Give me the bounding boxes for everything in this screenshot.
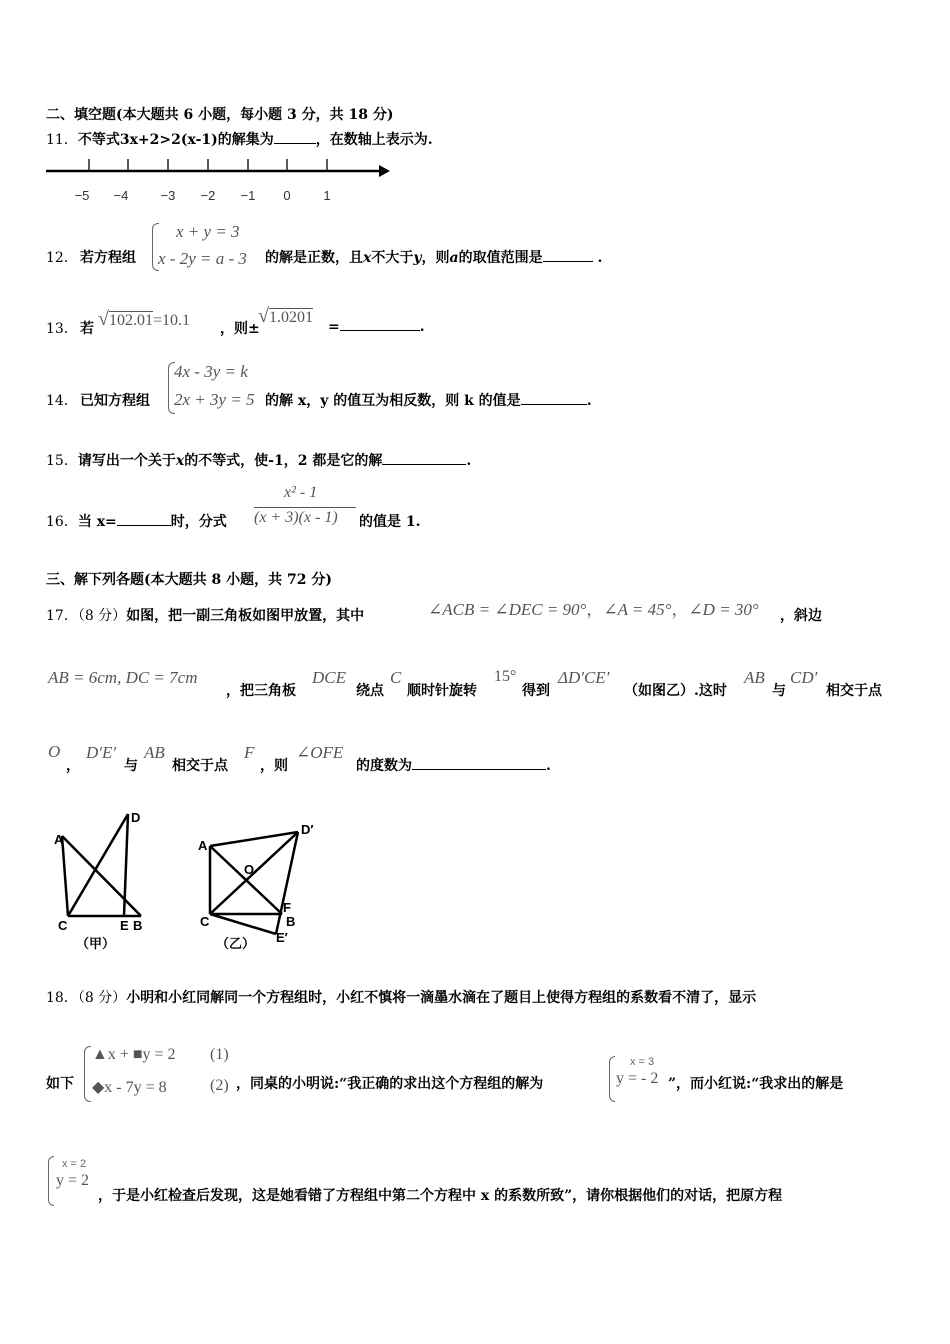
sqrt-sign: √	[258, 305, 269, 327]
q12-eq2: x - 2y = a - 3	[158, 249, 247, 268]
q18-sol1-y: y = - 2	[616, 1070, 659, 1087]
q12-t4: 的取值范围是	[458, 250, 543, 266]
tick-label: 1	[323, 188, 331, 203]
q14-blank[interactable]	[521, 392, 587, 405]
q13-number: 13．	[46, 321, 78, 337]
question-15	[46, 450, 471, 470]
q14-prefix: 已知方程组	[80, 393, 150, 409]
q12-end: .	[597, 250, 603, 266]
q17-t6: 得到	[522, 683, 550, 699]
q18-line-1	[46, 987, 756, 1007]
q12-y: y	[413, 250, 422, 266]
question-12-text	[265, 247, 602, 267]
label-c: C	[200, 914, 210, 929]
q11-prefix: 不等式	[77, 132, 120, 148]
q15-end: .	[466, 453, 472, 469]
q17-sep1: ，	[586, 600, 604, 619]
number-line-arrow	[379, 165, 390, 177]
q17-ab3: AB	[144, 743, 165, 762]
q16-t2: 时，分式	[170, 514, 227, 530]
label-f: F	[283, 900, 291, 915]
q13-sqrt-1	[98, 308, 190, 331]
q17-t13: ，则	[260, 758, 288, 774]
q18-sol1-x: x = 3	[630, 1056, 655, 1068]
q14-end: .	[586, 393, 592, 409]
q17-t10: ，	[66, 758, 80, 774]
q12-number: 12．	[46, 250, 78, 266]
q17-t11: 与	[124, 758, 138, 774]
q12-a: a	[449, 250, 459, 266]
q17-cd: CD′	[790, 668, 818, 687]
q16-t1: 当 x=	[77, 514, 117, 530]
question-16	[46, 511, 227, 531]
q14-eq2: 2x + 3y = 5	[174, 390, 255, 409]
number-line	[44, 150, 394, 206]
q14-t1: 的解 x，y 的值互为相反数，则 k 的值是	[265, 393, 521, 409]
q16-number: 16．	[46, 514, 78, 530]
figure-yi	[196, 816, 331, 954]
q15-t2: 的不等式，使-1，2 都是它的解	[184, 453, 383, 469]
q12-t3: ，则	[421, 250, 450, 266]
caption-jia: （甲）	[76, 936, 116, 951]
q17-angles	[428, 595, 759, 620]
q16-denominator: (x + 3)(x - 1)	[254, 509, 338, 526]
tick-label: 0	[283, 188, 291, 203]
caption-yi: （乙）	[216, 936, 256, 951]
label-o: O	[244, 862, 255, 877]
question-11	[46, 129, 433, 149]
q12-x: x	[363, 250, 372, 266]
tick-label: −1	[240, 188, 256, 203]
q15-blank[interactable]	[382, 452, 466, 465]
q17-score: （8 分）	[77, 608, 127, 624]
edge-dc	[68, 814, 128, 916]
q18-eq1: ▲x + ■y = 2	[92, 1046, 176, 1063]
tick-label: −4	[113, 188, 129, 203]
q18-t1: 小明和小红同解同一个方程组时，小红不慎将一滴墨水滴在了题目上使得方程组的系数看不清了，显示	[126, 990, 757, 1006]
q17-tail	[356, 755, 551, 775]
q17-sep2: ，	[671, 600, 689, 619]
q17-t1: 如图，把一副三角板如图甲放置，其中	[126, 608, 365, 624]
q17-t7: （如图乙）.这时	[624, 683, 727, 699]
q18-sol1-brace	[609, 1056, 615, 1102]
edge-ce	[210, 914, 276, 934]
q17-f: F	[244, 743, 255, 762]
q13-dot: .	[419, 319, 425, 335]
q18-score: （8 分）	[77, 990, 127, 1006]
q17-number: 17．	[46, 608, 78, 624]
q18-t2: 如下	[46, 1076, 74, 1092]
sqrt-sign: √	[98, 308, 109, 330]
q16-blank[interactable]	[117, 513, 171, 526]
q18-number: 18．	[46, 990, 78, 1006]
q17-de: D′E′	[86, 743, 117, 762]
q11-mid: 的解集为	[217, 132, 274, 148]
q18-t3: ，同桌的小明说:“我正确的求出这个方程组的解为	[236, 1076, 544, 1092]
q18-tag1: (1)	[210, 1046, 229, 1063]
q12-t2: 不大于	[371, 250, 414, 266]
q13-equals: =10.1	[152, 312, 191, 329]
q13-prefix: 若	[80, 321, 94, 337]
q17-o: O	[48, 742, 61, 761]
label-e: E′	[276, 930, 288, 945]
q17-ab-dc: AB = 6cm, DC = 7cm	[48, 668, 198, 687]
question-14-text	[265, 390, 592, 410]
edge-ac	[62, 836, 68, 916]
label-b: B	[133, 918, 143, 933]
q13-blank[interactable]	[340, 318, 420, 331]
q12-eq1: x + y = 3	[176, 222, 240, 241]
label-e: E	[120, 918, 129, 933]
q17-t2: ，斜边	[780, 608, 822, 624]
q17-t12: 相交于点	[172, 758, 228, 774]
label-d: D′	[301, 822, 314, 837]
q12-prefix: 若方程组	[80, 250, 136, 266]
label-a: A	[54, 832, 64, 847]
q13-radicand-1: 102.01	[108, 312, 153, 329]
q18-brace	[84, 1046, 91, 1102]
q17-ang1: ∠ACB = ∠DEC = 90°	[428, 600, 587, 619]
q13-tail	[328, 318, 425, 335]
q17-t3: ，把三角板	[226, 683, 296, 699]
q18-t5: ，于是小红检查后发现，这是她看错了方程组中第二个方程中 x 的系数所致”，请你根据他们的对话，把原方程	[98, 1188, 783, 1204]
q11-blank[interactable]	[274, 131, 316, 144]
q18-tag2: (2)	[210, 1077, 229, 1094]
q18-sol2-x: x = 2	[62, 1158, 87, 1170]
q15-x: x	[175, 453, 185, 469]
q17-deg: 15°	[494, 668, 517, 685]
label-c: C	[58, 918, 68, 933]
q17-ab2: AB	[744, 668, 765, 687]
q14-eq1: 4x - 3y = k	[174, 362, 248, 381]
section-3-title: 三、解下列各题(本大题共 8 小题，共 72 分)	[46, 572, 332, 588]
q17-dce: DCE	[312, 668, 346, 687]
q13-mid: ，则±	[220, 321, 260, 337]
q17-t5: 顺时针旋转	[407, 683, 477, 699]
q17-blank[interactable]	[412, 757, 546, 770]
q11-number: 11．	[46, 132, 78, 148]
q18-sol2-y: y = 2	[56, 1172, 90, 1189]
q17-ang3: ∠D = 30°	[688, 600, 759, 619]
tick-label: −5	[74, 188, 90, 203]
q17-line-1	[46, 605, 364, 625]
q17-tri: ΔD′CE′	[558, 668, 610, 687]
q14-number: 14．	[46, 393, 78, 409]
q15-number: 15．	[46, 453, 78, 469]
q13-radicand-2: 1.0201	[268, 309, 313, 326]
q17-end: .	[546, 758, 551, 774]
section-2-title: 二、填空题(本大题共 6 小题，每小题 3 分，共 18 分)	[46, 107, 394, 123]
q17-t14: 的度数为	[356, 758, 412, 774]
q16-fraction-bar	[254, 507, 356, 508]
q17-ofe: ∠OFE	[296, 743, 344, 762]
q12-blank[interactable]	[543, 249, 593, 262]
q12-t1: 的解是正数，且	[265, 250, 363, 266]
tick-label: −2	[200, 188, 216, 203]
label-a: A	[198, 838, 208, 853]
label-d: D	[131, 810, 141, 825]
q16-t3: 的值是 1.	[359, 514, 421, 530]
q17-t4: 绕点	[356, 683, 384, 699]
q13-sqrt-2	[258, 305, 313, 328]
figure-jia	[52, 806, 162, 954]
q17-ang2: ∠A = 45°	[603, 600, 672, 619]
label-b: B	[286, 914, 296, 929]
q11-expr: 3x+2>2(x-1)	[119, 132, 218, 148]
q17-t9: 相交于点	[826, 683, 882, 699]
q15-t1: 请写出一个关于	[77, 453, 176, 469]
q13-eq: =	[328, 319, 340, 335]
q18-sol2-brace	[48, 1156, 54, 1206]
q17-t8: 与	[772, 683, 786, 699]
q18-eq2: ◆x - 7y = 8	[92, 1079, 167, 1096]
q18-t4: ”，而小红说:“我求出的解是	[668, 1076, 844, 1092]
q16-numerator: x² - 1	[284, 484, 318, 501]
q17-c: C	[390, 668, 402, 687]
q11-suffix: ，在数轴上表示为.	[315, 132, 433, 148]
tick-label: −3	[160, 188, 176, 203]
